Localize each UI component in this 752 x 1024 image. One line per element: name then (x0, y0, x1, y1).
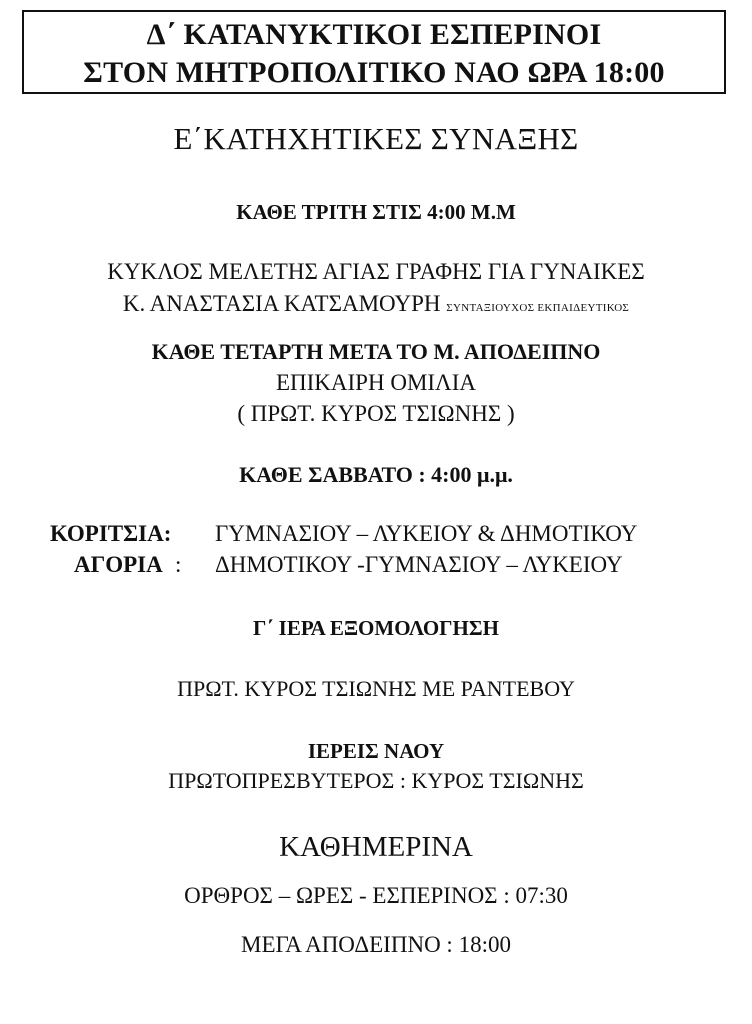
boys-label: ΑΓΟΡΙΑ (74, 552, 163, 577)
speaker-name: Κ. ΑΝΑΣΤΑΣΙΑ ΚΑΤΣΑΜΟΥΡΗ (122, 291, 441, 316)
header-title-line2: ΣΤΟΝ ΜΗΤΡΟΠΟΛΙΤΙΚΟ ΝΑΟ ΩΡΑ 18:00 (83, 56, 665, 89)
wednesday-topic: ΕΠΙΚΑΙΡΗ ΟΜΙΛΙΑ (275, 370, 476, 395)
speaker-role: ΣΥΝΤΑΞΙΟΥΧΟΣ ΕΚΠΑΙΔΕΥΤΙΚΟΣ (446, 302, 630, 314)
confession-title: Γ΄ ΙΕΡΑ ΕΞΟΜΟΛΟΓΗΣΗ (253, 616, 499, 640)
header-title-line1: Δ΄ ΚΑΤΑΝΥΚΤΙΚΟΙ ΕΣΠΕΡΙΝΟΙ (146, 18, 602, 51)
tuesday-heading: ΚΑΘΕ ΤΡΙΤΗ ΣΤΙΣ 4:00 Μ.Μ (236, 200, 516, 224)
girls-value: ΓΥΜΝΑΣΙΟΥ – ΛΥΚΕΙΟΥ & ΔΗΜΟΤΙΚΟΥ (215, 521, 638, 546)
girls-label: ΚΟΡΙΤΣΙΑ: (50, 521, 172, 546)
wednesday-heading: ΚΑΘΕ ΤΕΤΑΡΤΗ ΜΕΤΑ ΤΟ Μ. ΑΠΟΔΕΙΠΝΟ (151, 339, 601, 364)
wednesday-speaker: ( ΠΡΩΤ. ΚΥΡΟΣ ΤΣΙΩΝΗΣ ) (237, 401, 515, 426)
confession-line: ΠΡΩΤ. ΚΥΡΟΣ ΤΣΙΩΝΗΣ ΜΕ ΡΑΝΤΕΒΟΥ (177, 676, 575, 701)
tuesday-speaker (0, 291, 752, 317)
priests-title: ΙΕΡΕΙΣ ΝΑΟΥ (307, 739, 445, 763)
boys-colon: : (175, 552, 182, 577)
daily-title: ΚΑΘΗΜΕΡΙΝΑ (279, 831, 473, 863)
tuesday-study-circle: ΚΥΚΛΟΣ ΜΕΛΕΤΗΣ ΑΓΙΑΣ ΓΡΑΦΗΣ ΓΙΑ ΓΥΝΑΙΚΕΣ (107, 259, 645, 284)
daily-orthros: ΟΡΘΡΟΣ – ΩΡΕΣ - ΕΣΠΕΡΙΝΟΣ : 07:30 (184, 883, 568, 908)
saturday-heading: ΚΑΘΕ ΣΑΒΒΑΤΟ : 4:00 μ.μ. (239, 462, 513, 487)
daily-apodeipno: ΜΕΓΑ ΑΠΟΔΕΙΠΝΟ : 18:00 (241, 932, 511, 957)
catechetical-title: Ε΄ΚΑΤΗΧΗΤΙΚΕΣ ΣΥΝΑΞΗΣ (173, 121, 579, 156)
priests-line: ΠΡΩΤΟΠΡΕΣΒΥΤΕΡΟΣ : ΚΥΡΟΣ ΤΣΙΩΝΗΣ (168, 768, 584, 793)
header-box (22, 10, 726, 94)
boys-value: ΔΗΜΟΤΙΚΟΥ -ΓΥΜΝΑΣΙΟΥ – ΛΥΚΕΙΟΥ (215, 552, 623, 577)
